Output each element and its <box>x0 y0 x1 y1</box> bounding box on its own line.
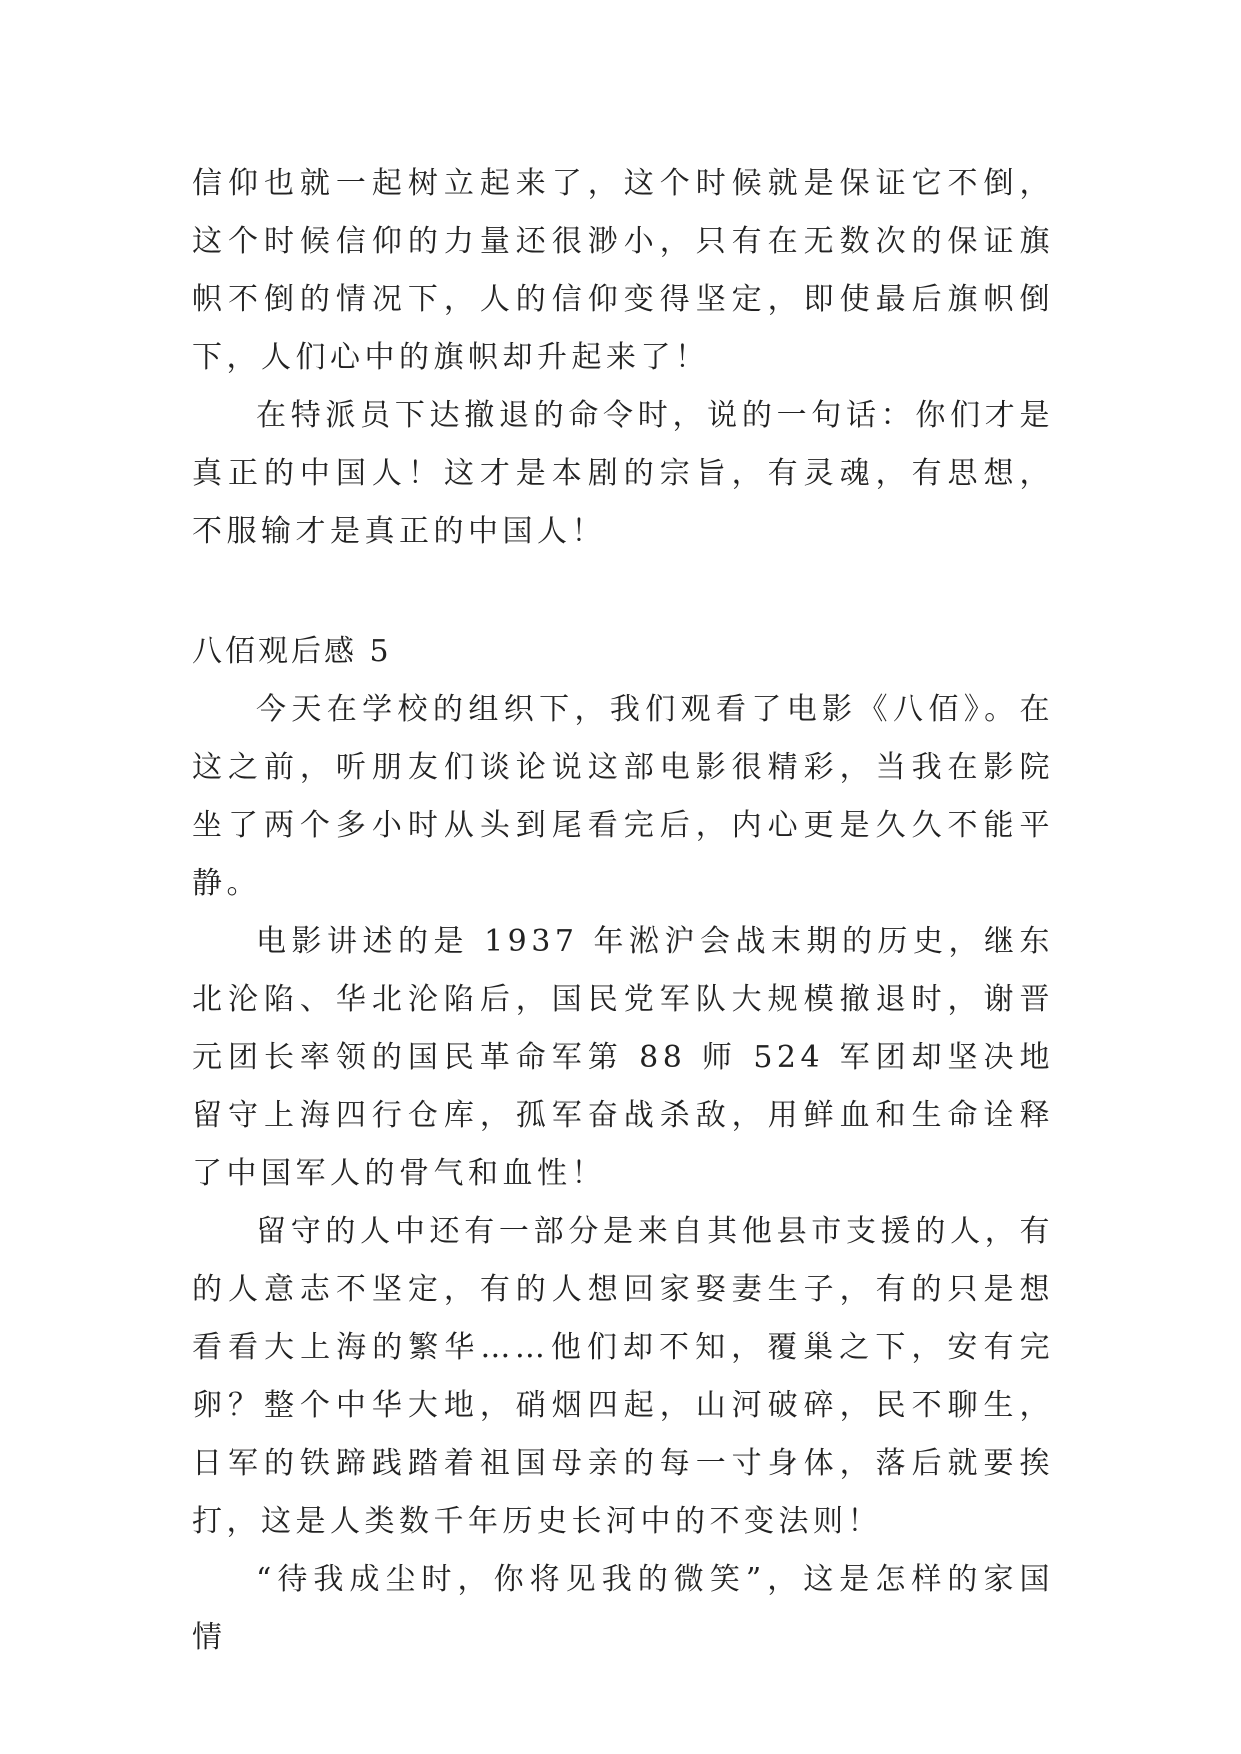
paragraph-quote: “待我成尘时，你将见我的微笑”，这是怎样的家国情 <box>192 1562 1054 1655</box>
document-body <box>192 155 1054 1667</box>
section-title: 八佰观后感 5 <box>192 634 392 669</box>
paragraph-intro: 今天在学校的组织下，我们观看了电影《八佰》。在这之前，听朋友们谈论说这部电影很精彩，当我在影院坐了两个多小时从头到尾看完后，内心更是久久不能平静。 <box>192 692 1054 901</box>
paragraph-continued: 信仰也就一起树立起来了，这个时候就是保证它不倒，这个时候信仰的力量还很渺小，只有在无数次的保证旗帜不倒的情况下，人的信仰变得坚定，即使最后旗帜倒下，人们心中的旗帜却升起来了！ <box>192 166 1054 375</box>
paragraph-defenders: 留守的人中还有一部分是来自其他县市支援的人，有的人意志不坚定，有的人想回家娶妻生子，有的只是想看看大上海的繁华……他们却不知，覆巢之下，安有完卵？整个中华大地，硝烟四起，山河破碎，民不聊生，日军的铁蹄践踏着祖国母亲的每一寸身体，落后就要挨打，这是人类数千年历史长河中的不变法则！ <box>192 1214 1054 1539</box>
section-spacer <box>192 561 1054 623</box>
paragraph-envoy-quote: 在特派员下达撤退的命令时，说的一句话：你们才是真正的中国人！这才是本剧的宗旨，有灵魂，有思想，不服输才是真正的中国人！ <box>192 398 1054 549</box>
paragraph-history: 电影讲述的是 1937 年淞沪会战末期的历史，继东北沦陷、华北沦陷后，国民党军队大规模撤退时，谢晋元团长率领的国民革命军第 88 师 524 军团却坚决地留守上海四行仓库，孤军奋战杀敌，用鲜血和生命诠释了中国军人的骨气和血性！ <box>192 924 1054 1191</box>
